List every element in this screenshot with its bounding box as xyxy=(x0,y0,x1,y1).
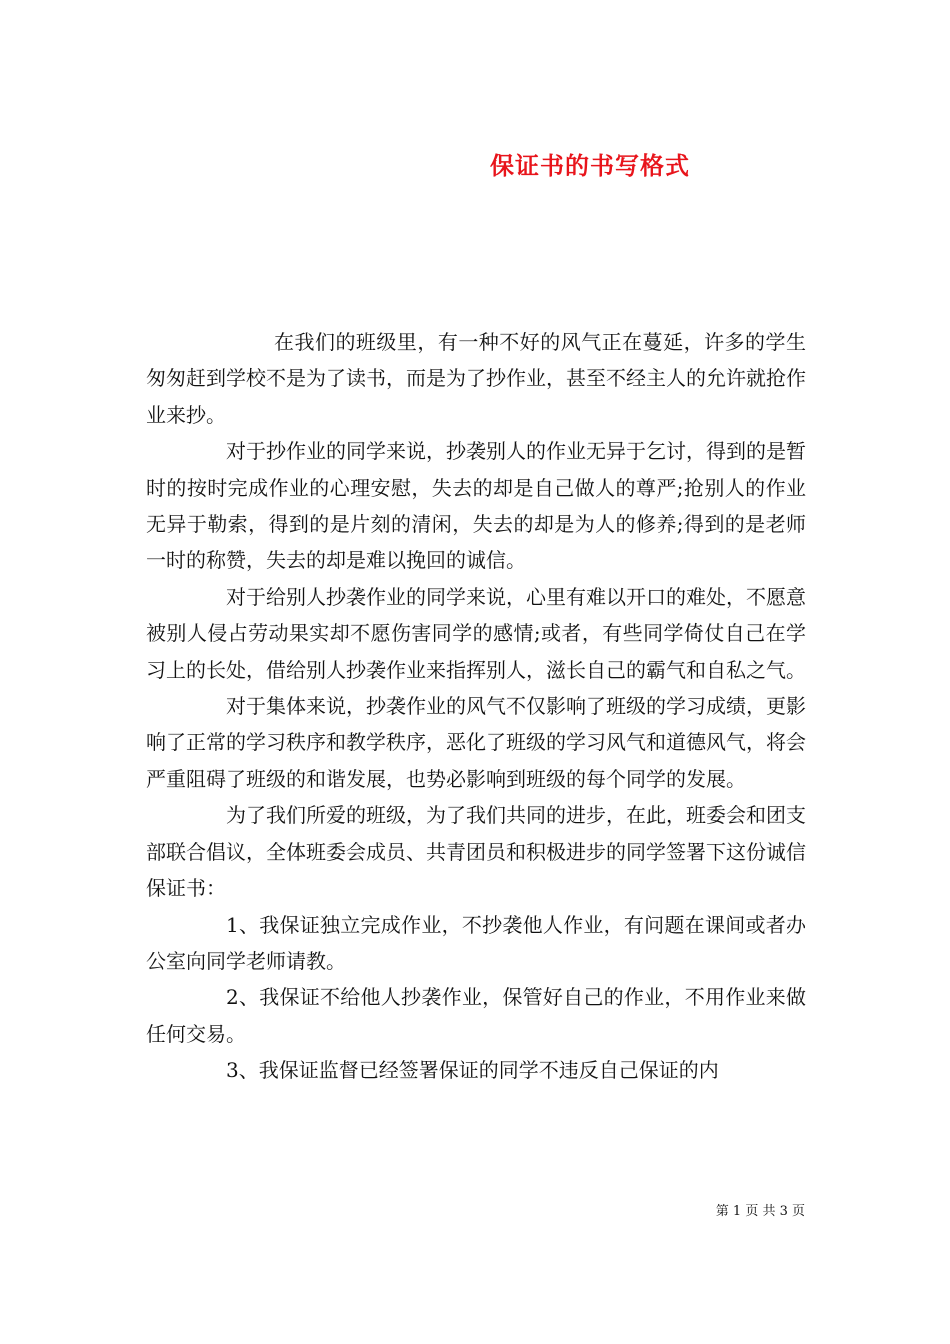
paragraph: 2、我保证不给他人抄袭作业，保管好自己的作业，不用作业来做任何交易。 xyxy=(146,985,806,1046)
document-body xyxy=(146,324,806,1089)
page-number: 第 1 页 共 3 页 xyxy=(715,1204,805,1219)
paragraph: 1、我保证独立完成作业，不抄袭他人作业，有问题在课间或者办公室向同学老师请教。 xyxy=(146,912,806,973)
paragraph: 对于集体来说，抄袭作业的风气不仅影响了班级的学习成绩，更影响了正常的学习秩序和教学秩序，恶化了班级的学习风气和道德风气，将会严重阻碍了班级的和谐发展，也势必影响到班级的每个同学的发展。 xyxy=(146,694,806,791)
paragraph: 3、我保证监督已经签署保证的同学不违反自己保证的内 xyxy=(226,1058,719,1083)
document-title: 保证书的书写格式 xyxy=(490,151,690,181)
paragraph: 对于给别人抄袭作业的同学来说，心里有难以开口的难处，不愿意被别人侵占劳动果实却不愿伤害同学的感情;或者，有些同学倚仗自己在学习上的长处，借给别人抄袭作业来指挥别人，滋长自己的霸气和自私之气。 xyxy=(146,584,806,682)
paragraph: 在我们的班级里，有一种不好的风气正在蔓延，许多的学生匆匆赶到学校不是为了读书，而是为了抄作业，甚至不经主人的允许就抢作业来抄。 xyxy=(146,330,806,427)
paragraph: 为了我们所爱的班级，为了我们共同的进步，在此，班委会和团支部联合倡议，全体班委会成员、共青团员和积极进步的同学签署下这份诚信保证书： xyxy=(146,803,806,901)
paragraph: 对于抄作业的同学来说，抄袭别人的作业无异于乞讨，得到的是暂时的按时完成作业的心理安慰，失去的却是自己做人的尊严;抢别人的作业无异于勒索，得到的是片刻的清闲，失去的却是为人的修养;得到的是老师一时的称赞，失去的却是难以挽回的诚信。 xyxy=(146,439,806,573)
